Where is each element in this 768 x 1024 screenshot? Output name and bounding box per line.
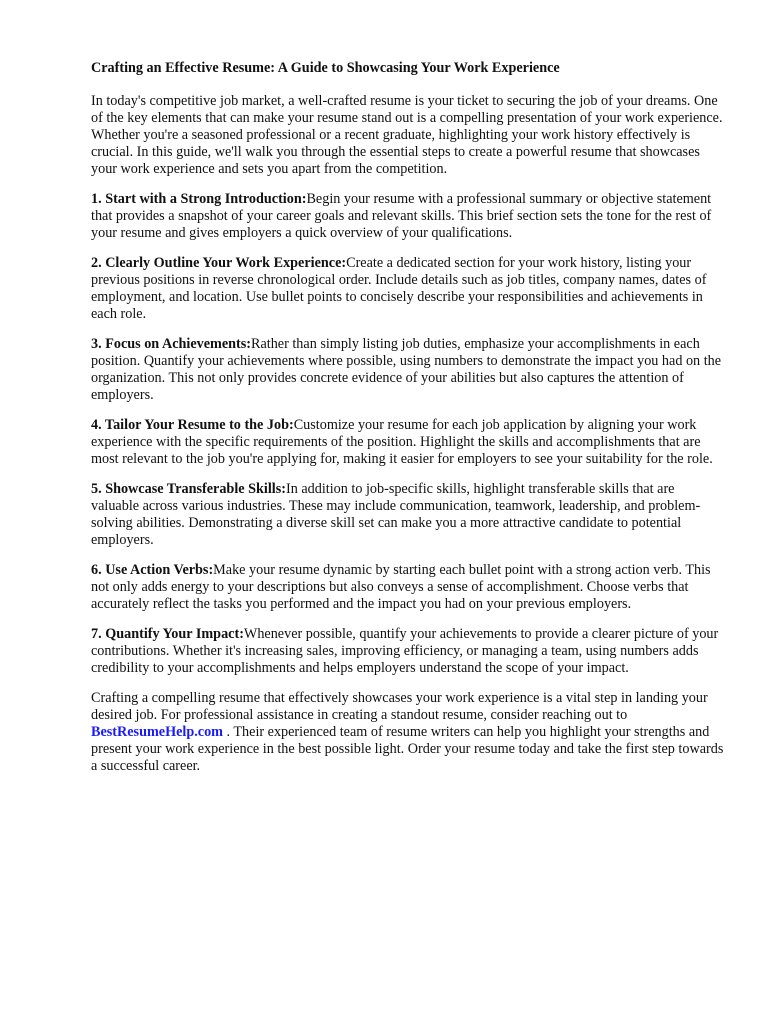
closing-text-before-link: Crafting a compelling resume that effectively showcases your work experience is a vital step in landing your desired job. For professional assistance in creating a standout resume, consider reaching out to (91, 690, 708, 723)
section-3 (91, 336, 725, 404)
intro-paragraph: In today's competitive job market, a well-crafted resume is your ticket to securing the job of your dreams. One of the key elements that can make your resume stand out is a compelling presentation of your work experience. Whether you're a seasoned professional or a recent graduate, highlighting your work history effectively is crucial. In this guide, we'll walk you through the essential steps to create a powerful resume that showcases your work experience and sets you apart from the competition. (91, 93, 723, 177)
section-7-heading: 7. Quantify Your Impact: (91, 626, 244, 642)
best-resume-help-link[interactable]: BestResumeHelp.com (91, 724, 223, 740)
document-title: Crafting an Effective Resume: A Guide to Showcasing Your Work Experience (91, 60, 560, 76)
section-7-body: Whenever possible, quantify your achievements to provide a clearer picture of your contributions. Whether it's increasing sales, improving efficiency, or managing a team, using numbers adds credibility to your accomplishments and helps employers understand the scope of your impact. (91, 626, 719, 676)
section-4 (91, 417, 725, 468)
section-1-heading: 1. Start with a Strong Introduction: (91, 191, 307, 207)
section-6-heading: 6. Use Action Verbs: (91, 562, 214, 578)
section-4-heading: 4. Tailor Your Resume to the Job: (91, 417, 294, 433)
section-3-heading: 3. Focus on Achievements: (91, 336, 251, 352)
section-5-heading: 5. Showcase Transferable Skills: (91, 481, 286, 497)
section-3-body: Rather than simply listing job duties, emphasize your accomplishments in each position. Quantify your achievements where possible, using numbers to demonstrate the impact you had on the organization. This not only provides concrete evidence of your abilities but also captures the attention of employers. (91, 336, 722, 403)
section-1-body: Begin your resume with a professional summary or objective statement that provides a snapshot of your career goals and relevant skills. This brief section sets the tone for the rest of your resume and gives employers a quick overview of your qualifications. (91, 191, 712, 241)
closing-paragraph (91, 690, 725, 775)
section-1 (91, 191, 725, 242)
section-4-body: Customize your resume for each job application by aligning your work experience with the specific requirements of the position. Highlight the skills and accomplishments that are most relevant to the job you're applying for, making it easier for employers to see your suitability for the role. (91, 417, 713, 467)
section-6-body: Make your resume dynamic by starting each bullet point with a strong action verb. This not only adds energy to your descriptions but also conveys a sense of accomplishment. Choose verbs that accurately reflect the tasks you performed and the impact you had on your previous employers. (91, 562, 711, 612)
section-2 (91, 255, 725, 323)
section-2-heading: 2. Clearly Outline Your Work Experience: (91, 255, 347, 271)
document-page (91, 60, 725, 788)
section-5 (91, 481, 725, 549)
section-7 (91, 626, 725, 677)
closing-text-after-link: . Their experienced team of resume writers can help you highlight your strengths and present your work experience in the best possible light. Order your resume today and take the first step towards a successful career. (91, 724, 724, 774)
section-6 (91, 562, 725, 613)
section-5-body: In addition to job-specific skills, highlight transferable skills that are valuable across various industries. These may include communication, teamwork, leadership, and problem-solving abilities. Demonstrating a diverse skill set can make you a more attractive candidate to potential employers. (91, 481, 701, 548)
section-2-body: Create a dedicated section for your work history, listing your previous positions in reverse chronological order. Include details such as job titles, company names, dates of employment, and location. Use bullet points to concisely describe your responsibilities and achievements in each role. (91, 255, 707, 322)
